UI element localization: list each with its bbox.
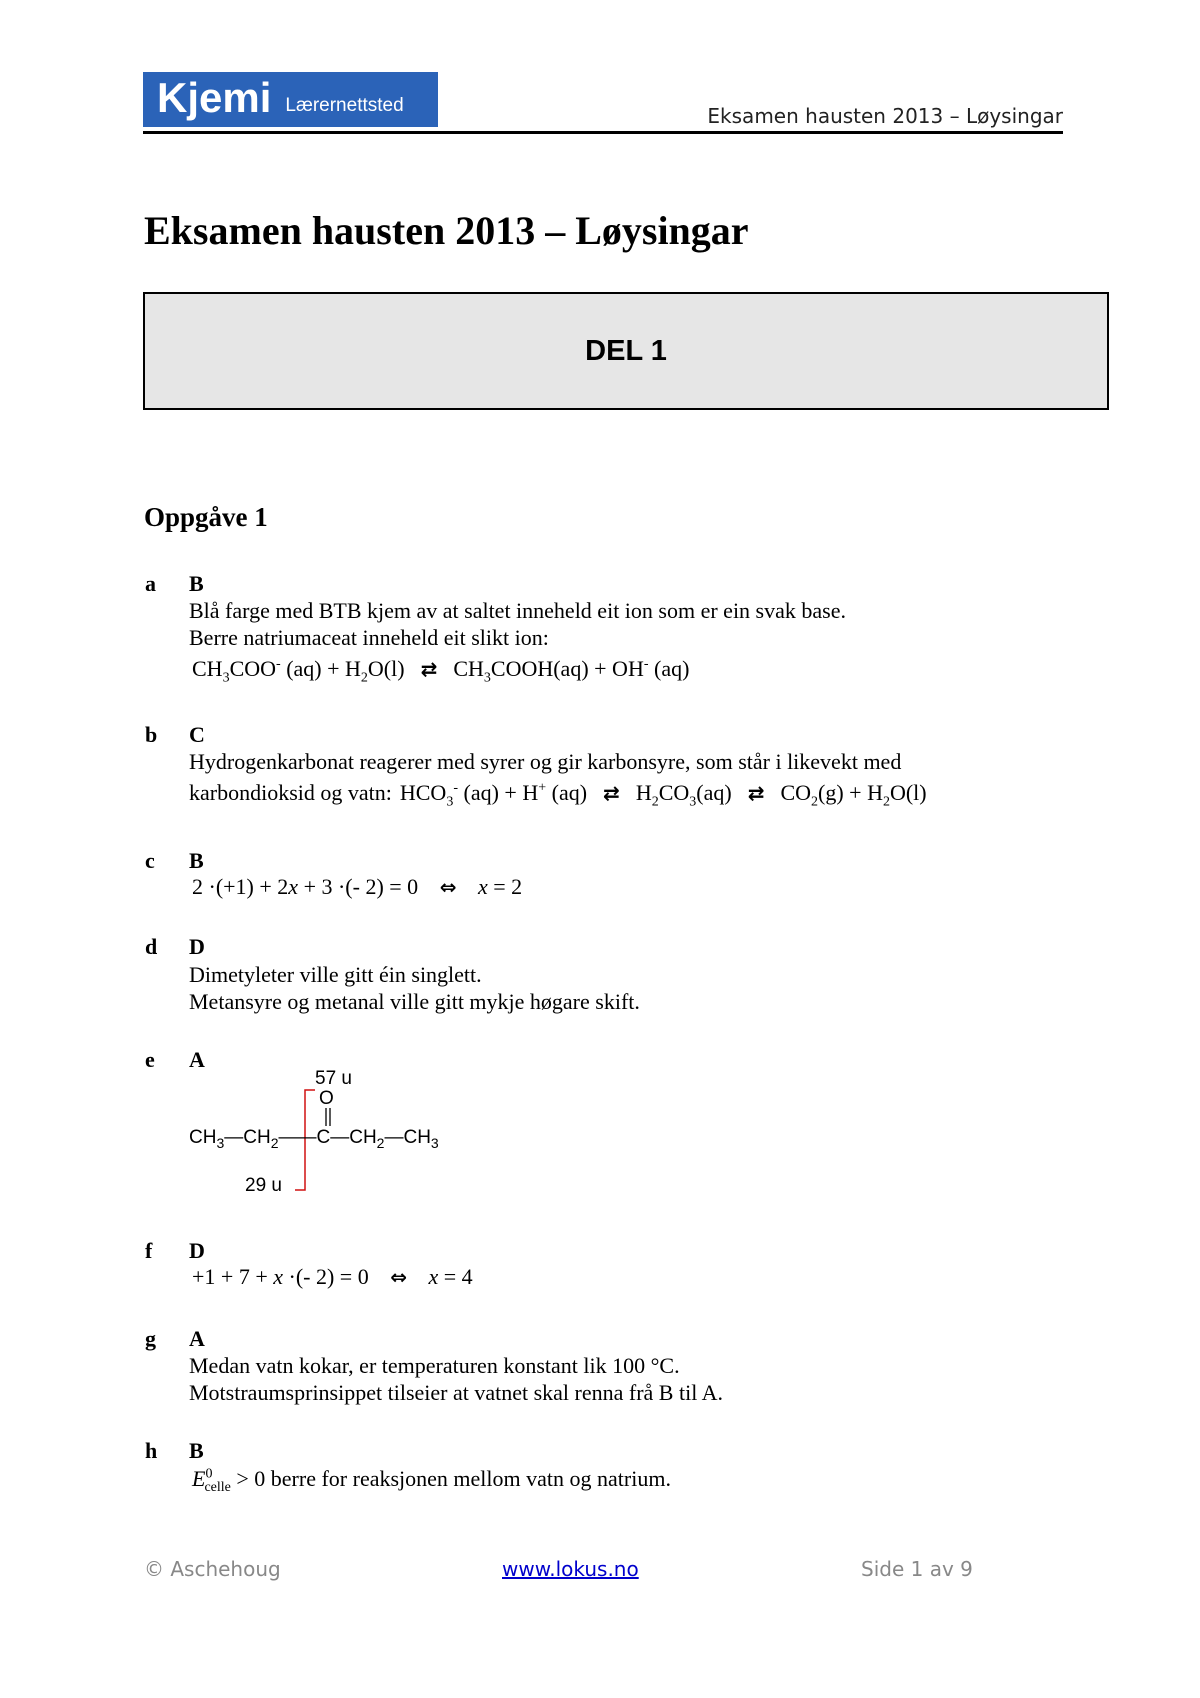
page-title: Eksamen hausten 2013 – Løysingar [144,208,749,253]
answer-e: A [189,1047,205,1072]
answer-c: B [189,848,204,873]
explanation-b-line2-text: karbondioksid og vatn: [189,780,392,805]
fragment-label-29: 29 u [245,1175,282,1196]
answer-h: B [189,1438,204,1463]
question-letter-e: e [145,1047,155,1072]
equation-f: +1 + 7 + x ·(- 2) = 0 ⇔ x = 4 [192,1264,473,1289]
footer-page-number: Side 1 av 9 [861,1557,973,1581]
answer-g: A [189,1326,205,1351]
section-box [143,292,1109,410]
equation-a: $CH_3COO^-$ $(aq) + H_2O(l)$ ⇄ $CH_3COOH(aq) + OH^-$ (aq) [192,656,690,686]
explanation-a-line1: Blå farge med BTB kjem av at saltet inneheld eit ion som er ein svak base. [189,598,846,623]
explanation-h-text: berre for reaksjonen mellom vatn og natrium. [270,1466,671,1491]
explanation-h: $E^0_{celle} > 0$ berre for reaksjonen mellom vatn og natrium. [192,1466,671,1496]
question-letter-g: g [145,1326,156,1351]
logo-main-text: Kjemi [157,74,272,121]
running-header: Eksamen hausten 2013 – Løysingar [707,104,1063,128]
section-label: DEL 1 [585,334,667,367]
fragment-label-57: 57 u [315,1068,352,1089]
answer-a: B [189,571,204,596]
explanation-a-line2: Berre natriumaceat inneheld eit slikt ion: [189,625,549,650]
header-divider [143,131,1063,134]
explanation-d-line1: Dimetyleter ville gitt éin singlett. [189,962,482,987]
logo-sub-text: Lærernettsted [285,95,404,116]
explanation-b-line1: Hydrogenkarbonat reagerer med syrer og gir karbonsyre, som står i likevekt med [189,749,902,774]
answer-d: D [189,934,205,959]
footer-link[interactable]: www.lokus.no [502,1557,639,1581]
fragmentation-structure [189,1068,459,1208]
answer-b: C [189,722,205,747]
explanation-g-line1: Medan vatn kokar, er temperaturen konstant lik 100 °C. [189,1353,680,1378]
question-letter-h: h [145,1438,158,1463]
question-letter-c: c [145,848,155,873]
question-letter-a: a [145,571,156,596]
answer-f: D [189,1238,205,1263]
molecule-formula: $CH_3—CH_2——C—CH_2—CH_3$ [189,1127,439,1151]
explanation-b-line2 [189,780,927,810]
footer-copyright: © Aschehoug [144,1557,281,1581]
question-letter-b: b [145,722,158,747]
question-letter-d: d [145,934,158,959]
task-heading: Oppgåve 1 [144,502,268,532]
equation-b: $HCO_3^-$ (aq) + H+ (aq) ⇄ $H_2CO_3(aq)$ ⇄ $CO_2(g) + H_2O(l)$ [399,780,927,810]
equation-c: 2 ·(+1) + 2x + 3 ·(- 2) = 0 ⇔ x = 2 [192,874,523,899]
kjemi-logo [143,72,438,127]
explanation-d-line2: Metansyre og metanal ville gitt mykje høgare skift. [189,989,640,1014]
oxygen-atom: O [319,1088,334,1109]
explanation-g-line2: Motstraumsprinsippet tilseier at vatnet skal renna frå B til A. [189,1380,723,1405]
question-letter-f: f [145,1238,153,1263]
